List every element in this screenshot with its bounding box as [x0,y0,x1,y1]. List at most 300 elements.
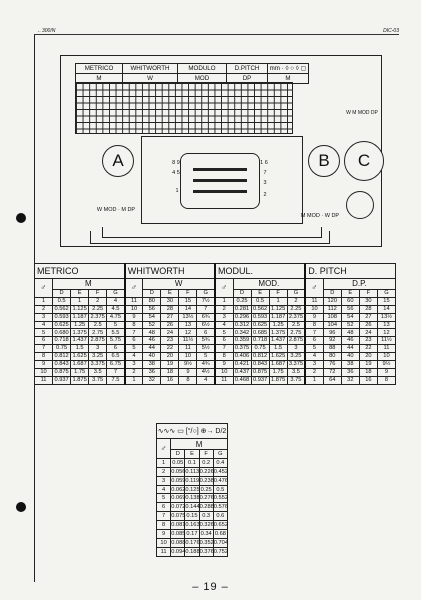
table-cell: 0.562 [54,305,69,312]
table-cell: 0.875 [54,369,69,376]
table-cell: 0.342 [234,329,250,336]
table-cell: 27 [161,313,179,321]
table-cell: 92 [323,337,341,345]
table-cell: 6 [157,503,171,512]
table-cell: 1 [157,458,171,467]
table-row [157,547,228,556]
table-cell: 0.238 [199,477,214,484]
table-cell: 0.812 [252,353,268,360]
section-dp: D.P. [323,279,395,290]
table-cell: 2 [305,368,323,376]
table-cell: 3 [35,313,53,321]
selector-symbol: ♂ [305,279,323,298]
table-cell: 4¾ [197,361,215,369]
table-cell: 20 [161,353,179,361]
table-cell: 14 [377,305,395,313]
table-cell: 2 [215,305,233,313]
gear-slot [193,179,247,182]
label-whitworth: WHITWORTH [123,64,178,74]
sub-label-m2: M [268,74,309,84]
gearbox-diagram [60,55,390,255]
table-cell: 18 [161,368,179,376]
feed-table-body [157,458,228,556]
table-cell: 4 [125,353,143,361]
table-cell: 54 [341,313,359,321]
table-cell: 0.4 [213,458,227,467]
table-row [157,476,228,485]
table-cell: 10 [179,353,197,361]
table-cell: 0.75 [53,345,71,353]
table-cell: 3.25 [287,353,305,361]
table-row [157,503,228,512]
table-cell: 1.125 [271,305,286,312]
table-cell: 0.176 [185,539,200,546]
group-dpitch: D. PITCH [305,264,395,279]
table-cell: 10 [305,305,323,313]
table-row [35,345,396,353]
thread-table-body [35,297,396,384]
table-cell: 0.68 [214,530,226,537]
table-cell: 7 [125,329,143,337]
table-cell: 6 [197,329,215,337]
table-cell: 38 [341,361,359,369]
section-m: M [53,279,125,290]
table-cell: 9 [305,313,323,321]
table-cell: 48 [341,329,359,337]
table-cell: 8 [157,521,171,530]
table-cell: 0.625 [252,321,268,328]
table-row [35,368,396,376]
table-cell: 1.375 [72,329,87,336]
table-cell: 11 [305,297,323,305]
table-cell: 4 [305,353,323,361]
table-cell: 0.843 [252,361,268,368]
table-cell: 0.375 [234,345,250,352]
table-cell: 4 [157,485,171,494]
table-cell: 1.437 [72,337,87,344]
table-cell: 0.376 [199,548,214,555]
table-cell: 0.125 [185,486,200,493]
table-cell: 36 [341,368,359,376]
table-cell: 3.75 [89,376,107,384]
table-cell: 3 [287,345,305,353]
table-cell: 7 [305,329,323,337]
table-cell: 6 [107,345,125,353]
label-modulo: MODULO [178,64,227,74]
column-letter: G [287,290,305,298]
table-cell: 4.75 [107,313,125,321]
table-cell: 46 [341,337,359,345]
table-cell: 23 [359,337,377,345]
column-letter: E [71,290,89,298]
table-cell: 19 [359,361,377,369]
table-cell: 32 [143,376,161,384]
table-row [157,467,228,476]
column-letter: D [143,290,161,298]
table-cell: 2.5 [287,321,305,329]
numbers-right-4: 2 [263,192,267,198]
table-cell: 96 [323,329,341,337]
table-cell: 5 [197,353,215,361]
table-cell: 11 [157,547,171,556]
sub-label-mod: MOD [178,74,227,84]
column-letter: D [323,290,341,298]
table-cell: 20 [359,353,377,361]
table-cell: 6½ [197,321,215,329]
table-cell: 4 [197,376,215,384]
table-row [35,361,396,369]
right-selector-label: W M MOD DP [346,110,378,116]
table-row [157,485,228,494]
table-cell: 80 [323,353,341,361]
table-cell: 12 [377,329,395,337]
gear-slot [193,168,247,171]
table-cell: 0.562 [252,305,268,312]
table-cell: 6 [215,337,233,345]
table-cell: 5 [215,329,233,337]
selector-symbol: ♂ [157,439,171,459]
column-letter: G [197,290,215,298]
table-cell: 1.75 [269,368,287,376]
table-row [35,376,396,384]
column-letter: G [107,290,125,298]
table-cell: 2.25 [89,305,107,313]
column-letter: E [341,290,359,298]
table-cell: 76 [323,361,341,369]
table-cell: 4 [215,321,233,329]
gear-selector [172,153,268,209]
table-cell: 2 [35,305,53,313]
table-cell: 9½ [179,361,197,369]
column-letter: G [377,290,395,298]
table-cell: 11 [35,376,53,384]
table-cell: 5 [157,494,171,503]
table-cell: 0.437 [234,369,250,376]
sub-label-w: W [123,74,178,84]
table-cell: 2.375 [287,313,305,321]
page-number: – 19 – [192,581,229,593]
table-cell: 0.288 [199,504,214,511]
numbers-right-2: 7 [263,170,267,176]
binder-hole-top [16,213,26,223]
table-cell: 2.875 [90,337,105,344]
table-cell: 1.375 [271,329,286,336]
table-cell: 0.25 [200,486,212,493]
column-letter: F [179,290,197,298]
table-cell: 1.5 [269,345,287,353]
table-cell: 0.625 [54,321,69,328]
table-cell: 13½ [377,313,395,321]
knob-a[interactable]: A [102,145,134,177]
table-cell: 0.326 [199,522,214,529]
table-cell: 80 [143,297,161,305]
table-cell: 2.75 [287,329,305,337]
table-cell: 1.75 [71,368,89,376]
table-cell: 5½ [197,345,215,353]
table-cell: 46 [143,337,161,345]
table-cell: 10 [125,305,143,313]
table-cell: 32 [341,376,359,384]
table-cell: 8 [35,353,53,361]
gear-slot [193,190,247,193]
group-modul: MODUL. [215,264,305,279]
table-cell: 0.296 [234,313,250,320]
selector-symbol: ♂ [215,279,233,298]
table-cell: 9½ [377,361,395,369]
table-cell: 4 [35,321,53,329]
table-cell: 6 [35,337,53,345]
table-cell: 0.056 [171,468,186,475]
table-cell: 24 [161,329,179,337]
knob-b[interactable]: B [308,145,340,177]
table-cell: 0.352 [199,539,214,546]
table-cell: 28 [161,305,179,313]
table-cell: 52 [143,321,161,329]
table-cell: 40 [143,353,161,361]
table-cell: 1.437 [271,337,286,344]
group-whitworth: WHITWORTH [125,264,215,279]
table-cell: 15 [377,297,395,305]
table-cell: 2 [157,467,171,476]
table-cell: 2 [125,368,143,376]
table-cell: 4½ [197,368,215,376]
table-cell: 16 [161,376,179,384]
table-cell: 0.226 [199,468,214,475]
gearbox-body [141,136,303,224]
table-cell: 6¾ [197,313,215,321]
table-cell: 9 [35,361,53,369]
table-cell: 104 [323,321,341,329]
table-cell: 0.17 [186,530,198,537]
table-cell: 3 [157,476,171,485]
table-cell: 52 [341,321,359,329]
table-row [157,494,228,503]
table-cell: 0.119 [185,477,200,484]
table-cell: 14 [179,305,197,313]
table-cell: 0.576 [213,504,228,511]
table-cell: 7 [107,368,125,376]
numbers-left-2: 4 5 [172,170,180,176]
table-cell: 10 [377,353,395,361]
table-cell: 0.085 [171,530,186,537]
table-cell: 1 [305,376,323,384]
table-cell: 6 [125,337,143,345]
table-cell: 0.094 [171,548,186,555]
table-cell: 3.375 [287,361,305,369]
table-cell: 5 [305,345,323,353]
table-cell: 38 [143,361,161,369]
feed-table [156,423,228,557]
column-letter: F [269,290,287,298]
table-cell: 30 [359,297,377,305]
table-cell: 3.75 [287,376,305,384]
numbers-right: 1 6 [260,160,268,166]
table-cell: 2 [89,297,107,305]
table-cell: 3 [89,345,107,353]
table-cell: 4.5 [107,305,125,313]
table-cell: 0.937 [54,376,69,383]
table-cell: 8 [179,376,197,384]
table-cell: 0.069 [171,495,186,502]
table-cell: 1.25 [269,321,287,329]
table-cell: 28 [359,305,377,313]
table-cell: 1.625 [72,353,87,360]
table-cell: 15 [179,297,197,305]
table-cell: 6.5 [107,353,125,361]
table-cell: 6.75 [107,361,125,369]
table-cell: 0.359 [234,337,250,344]
table-row [157,530,228,539]
table-cell: 7 [35,345,53,353]
table-cell: 9 [179,368,197,376]
table-cell: 1.187 [271,313,286,320]
column-letter: D [233,290,251,298]
column-letter: F [359,290,377,298]
table-cell: 0.421 [234,361,250,368]
table-cell: 0.476 [213,477,228,484]
table-cell: 30 [161,297,179,305]
label-metrico: METRICO [76,64,123,74]
thread-grid [75,82,293,134]
table-cell: 56 [143,305,161,313]
column-letter: D [53,290,71,298]
table-cell: 13½ [179,313,197,321]
table-cell: 4 [107,297,125,305]
table-cell: 0.072 [171,504,186,511]
table-cell: 120 [323,297,341,305]
table-cell: 24 [359,329,377,337]
section-mod: MOD. [233,279,305,290]
table-cell: 0.34 [200,530,212,537]
table-cell: 5 [125,345,143,353]
table-cell: 48 [143,329,161,337]
table-cell: 11 [179,345,197,353]
table-cell: 0.062 [171,486,186,493]
table-cell: 0.875 [252,369,268,376]
table-row [157,521,228,530]
round-lever[interactable] [346,191,374,219]
table-cell: 7 [157,512,171,521]
table-cell: 0.718 [252,337,268,344]
table-cell: 1 [215,297,233,305]
table-cell: 0.680 [54,329,69,336]
table-cell: 3.5 [89,368,107,376]
diagram-label-table [75,63,309,84]
table-cell: 5.75 [107,337,125,345]
table-cell: 0.088 [171,539,186,546]
table-cell: 40 [341,353,359,361]
table-row [35,297,396,305]
table-cell: 19 [161,361,179,369]
table-cell: 1.5 [71,345,89,353]
table-cell: 0.25 [233,297,251,305]
table-cell: 1 [71,297,89,305]
table-cell: 1.125 [72,305,87,312]
table-cell: 0.138 [185,495,200,502]
table-cell: 3.25 [89,353,107,361]
table-cell: 23 [161,337,179,345]
table-row [35,353,396,361]
table-cell: 10 [215,368,233,376]
table-cell: 0.75 [251,345,269,353]
table-cell: 0.812 [54,353,69,360]
table-cell: 13 [179,321,197,329]
table-cell: 11 [215,376,233,384]
table-row [157,538,228,547]
column-letter: D [171,450,185,459]
table-cell: 9 [377,368,395,376]
table-cell: 0.5 [251,297,269,305]
table-cell: 0.937 [252,376,268,383]
table-cell: 12 [179,329,197,337]
table-cell: 18 [359,368,377,376]
table-cell: 26 [161,321,179,329]
table-cell: 5 [107,321,125,329]
table-cell: 54 [143,313,161,321]
table-cell: 0.3 [199,512,213,521]
numbers-left-3: 1 [175,188,179,194]
table-row [35,313,396,321]
table-cell: 1.687 [72,361,87,368]
table-cell: 36 [143,368,161,376]
numbers-left: 8 9 [172,160,180,166]
feed-table-header: ∿∿∿ ▭ [°/○] ⊕→ D/2 [157,424,228,439]
header-left: ←300/N [37,28,56,34]
table-row [35,337,396,345]
table-cell: 11 [125,297,143,305]
feed-section-m: M [171,439,228,450]
table-cell: 0.468 [234,376,250,383]
table-row [35,321,396,329]
table-cell: 0.059 [171,477,186,484]
table-cell: 0.593 [54,313,69,320]
table-cell: 9 [215,361,233,369]
table-cell: 9 [157,530,171,539]
table-cell: 88 [323,345,341,353]
table-cell: 8 [377,376,395,384]
table-cell: 0.593 [252,313,268,320]
table-cell: 0.5 [53,297,71,305]
header-right: DIC-03 [383,28,399,34]
table-cell: 3.375 [90,361,105,368]
selector-symbol: ♂ [35,279,53,298]
table-cell: 0.081 [171,522,186,529]
table-cell: 1.875 [271,376,286,383]
sub-label-m: M [76,74,123,84]
knob-c-label: C [357,151,371,170]
table-cell: 2.5 [89,321,107,329]
label-symbols: mm · ◊ ○ ◊ ▢ [268,64,309,74]
knob-c[interactable] [344,141,384,181]
table-cell: 2 [287,297,305,305]
table-cell: 0.652 [213,522,228,529]
table-cell: 8 [215,353,233,361]
selector-symbol: ♂ [125,279,143,298]
linkage-wire [90,231,330,244]
table-cell: 6 [305,337,323,345]
table-cell: 0.075 [171,513,186,520]
table-cell: 3 [125,361,143,369]
table-cell: 26 [359,321,377,329]
binder-hole-bottom [16,502,26,512]
table-cell: 0.552 [213,495,228,502]
table-cell: 0.406 [234,353,250,360]
column-letter: E [161,290,179,298]
table-cell: 2.875 [287,337,305,345]
table-cell: 0.188 [185,548,200,555]
table-cell: 5.5 [107,329,125,337]
table-cell: 11½ [179,337,197,345]
